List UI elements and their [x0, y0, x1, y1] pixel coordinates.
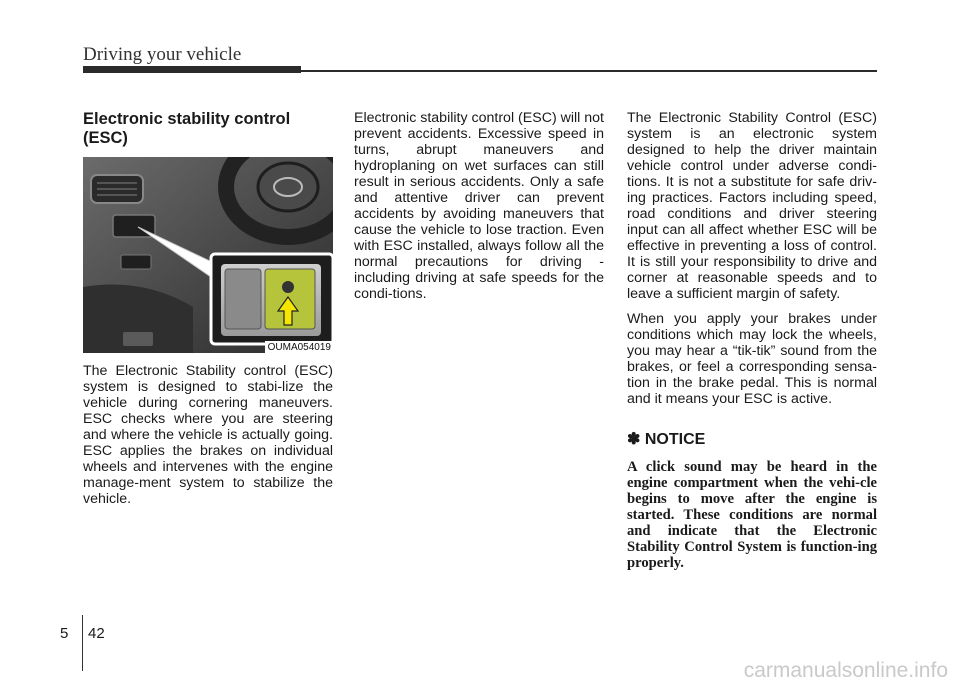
notice-title: NOTICE	[644, 431, 706, 448]
footer-chapter-number: 5	[60, 625, 69, 642]
figure-code: OUMA054019	[265, 341, 333, 353]
header-rule-thin	[301, 70, 877, 72]
column-3	[627, 110, 877, 571]
section-title-line2: (ESC)	[83, 129, 128, 147]
col1-paragraph: The Electronic Stability control (ESC) system is designed to stabi-lize the vehicle during cornering maneuvers. ESC checks where you are steering and where the vehicle is actually going. ESC applies the brakes on individual wheels and intervenes with the engine manage-ment system to stabilize the vehicle.	[83, 363, 333, 507]
section-title	[83, 110, 333, 148]
notice-heading	[627, 429, 877, 449]
notice-body: A click sound may be heard in the engine compartment when the vehi-cle begins to move after the engine is started. These conditions are normal and indicate that the Electronic Stability Control System is function-ing properly.	[627, 459, 877, 571]
footer-page-number: 42	[88, 625, 105, 642]
footer-divider	[82, 615, 83, 671]
page-header-title: Driving your vehicle	[83, 44, 242, 65]
col2-paragraph: Electronic stability control (ESC) will not prevent accidents. Excessive speed in turns, abrupt maneuvers and hydroplaning on wet surfaces can still result in serious accidents. Only a safe and attentive driver can prevent accidents by avoiding maneuvers that cause the vehicle to lose traction. Even with ESC installed, always follow all the normal precautions for driving - including driving at safe speeds for the condi-tions.	[354, 110, 604, 302]
header-rule-thick	[83, 66, 301, 73]
watermark: carmanualsonline.info	[743, 659, 948, 682]
section-title-line1: Electronic stability control	[83, 110, 291, 128]
dashboard-photo	[83, 157, 333, 353]
column-2	[354, 110, 604, 311]
col3-paragraph-1: The Electronic Stability Control (ESC) system is an electronic system designed to help the driver maintain vehicle control under adverse condi-tions. It is not a substitute for safe driv-ing practices. Factors including speed, road conditions and driver steering input can all affect whether ESC will be effective in preventing a loss of control. It is still your responsibility to drive and corner at reasonable speeds and to leave a sufficient margin of safety.	[627, 110, 877, 302]
col3-paragraph-2: When you apply your brakes under conditions which may lock the wheels, you may hear a “tik-tik” sound from the brakes, or feel a corresponding sensa-tion in the brake pedal. This is normal and it means your ESC is active.	[627, 311, 877, 407]
column-1	[83, 110, 333, 516]
esc-button-illustration	[83, 157, 333, 353]
notice-star-icon: ✽	[627, 431, 641, 448]
